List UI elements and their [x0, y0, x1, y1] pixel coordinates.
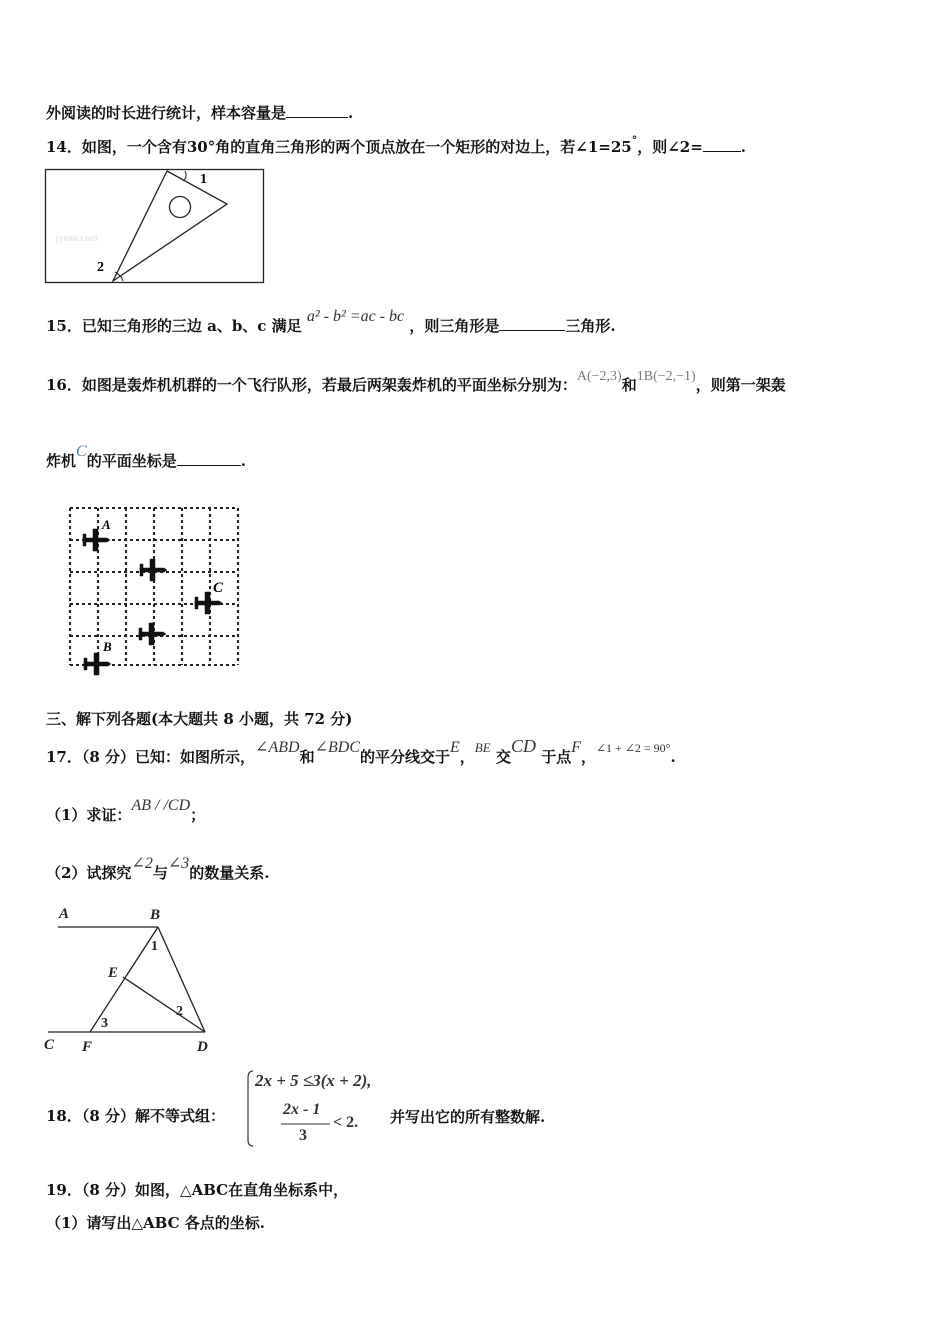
q17-label-d: D	[197, 1039, 208, 1055]
q15-formula: a² - b² =ac - bc	[306, 308, 405, 325]
q18-fraction-numerator: 2x - 1	[283, 1101, 321, 1118]
q16-label-c: C	[213, 580, 224, 596]
q17-label-b: B	[150, 907, 161, 923]
q17-label-3: 3	[101, 1016, 108, 1031]
q17-label-c: C	[44, 1037, 55, 1053]
q14-mid: ，则∠2=	[637, 138, 703, 156]
q16-point-a: A(−2,3)	[576, 369, 622, 384]
q13-answer-blank	[286, 103, 348, 118]
plane-b-icon	[84, 653, 111, 675]
q19-line	[46, 1180, 348, 1200]
q14-triangle	[113, 171, 227, 281]
q17-yu: 与	[152, 864, 168, 882]
q18-fraction-denominator: 3	[299, 1127, 307, 1144]
q16-line2	[46, 443, 246, 472]
q17-angle-bdc: ∠BDC	[314, 739, 360, 756]
q19-text: 19．（8 分）如图，△ABC在直角坐标系中，	[46, 1181, 349, 1199]
q17-comma2: ，	[580, 748, 596, 766]
q14-text: 14．如图，一个含有30°角的直角三角形的两个顶点放在一个矩形的对边上，若∠1=25	[46, 138, 632, 156]
q14-line	[46, 134, 747, 159]
q15-prefix: 15．已知三角形的三边 a、b、c 满足	[46, 317, 302, 335]
q16-line	[46, 369, 786, 397]
q16-label-b: B	[103, 639, 112, 654]
q17-part2-end: 的数量关系.	[189, 864, 270, 882]
q15-answer-blank	[499, 316, 565, 331]
q17-angle2: ∠2	[131, 855, 153, 872]
q17-jiao: 交	[495, 748, 511, 766]
q17-angle-abd: ∠ABD	[255, 739, 300, 756]
q18-brace-icon	[248, 1071, 253, 1146]
q18-fraction-rhs: < 2.	[333, 1114, 359, 1131]
q19-part1-line	[46, 1213, 265, 1233]
q17-label-2: 2	[176, 1004, 183, 1019]
q17-prefix: 17．（8 分）已知：如图所示，	[46, 748, 256, 766]
q16-grid-figure	[68, 506, 243, 671]
section3-title: 三、解下列各题(本大题共 8 小题，共 72 分)	[46, 710, 353, 728]
q17-part1: （1）求证：	[46, 806, 132, 824]
q15-line	[46, 308, 616, 337]
q17-yudian: 于点	[541, 748, 572, 766]
q16-line2-mid: 的平面坐标是	[86, 452, 177, 470]
q13-tail-end: .	[348, 104, 354, 122]
q17-label-f: F	[82, 1039, 93, 1055]
q18-prefix: 18．（8 分）解不等式组：	[46, 1107, 226, 1125]
q15-end: 三角形.	[565, 317, 616, 335]
q17-comma: ，	[459, 748, 475, 766]
q15-mid: ，则三角形是	[409, 317, 500, 335]
q18-inequality-1: 2x + 5 ≤3(x + 2),	[255, 1071, 372, 1090]
q17-pt-f: F	[571, 739, 581, 756]
plane-a-icon	[83, 529, 110, 551]
q13-tail-text: 外阅读的时长进行统计，样本容量是	[46, 104, 287, 122]
q17-part1-end: ；	[190, 806, 206, 824]
q17-figure	[40, 902, 220, 1057]
q17-label-a: A	[59, 906, 70, 922]
section3-title-line	[46, 709, 352, 729]
q17-label-1: 1	[151, 939, 158, 954]
q14-figure	[45, 169, 265, 284]
q17-line	[46, 736, 676, 768]
q14-degree: °	[631, 134, 638, 147]
q17-end: .	[670, 748, 676, 766]
q16-label-a: A	[102, 517, 111, 532]
plane-2-icon	[140, 559, 167, 581]
q16-point-b: 1B(−2,−1)	[636, 369, 696, 384]
q16-line2-end: .	[240, 452, 246, 470]
q19-part1: （1）请写出△ABC 各点的坐标.	[46, 1214, 265, 1232]
plane-4-icon	[139, 623, 166, 645]
q16-answer-blank	[177, 451, 241, 466]
q17-part2-line	[46, 855, 270, 884]
q17-label-e: E	[108, 965, 119, 981]
q14-circle-hole	[170, 197, 191, 218]
q17-angle3: ∠3	[167, 855, 190, 872]
q14-end: .	[740, 138, 747, 156]
q14-answer-blank	[703, 137, 741, 152]
q16-suffix: ，则第一架轰	[695, 376, 786, 394]
q14-rectangle	[46, 170, 264, 283]
q16-line2-prefix: 炸机	[46, 452, 77, 470]
q13-tail-line	[46, 103, 353, 123]
q17-part1-math: AB / /CD	[131, 797, 191, 814]
q16-prefix: 16．如图是轰炸机机群的一个飞行队形，若最后两架轰炸机的平面坐标分别为：	[46, 376, 577, 394]
q17-condition: ∠1 + ∠2 = 90°	[596, 741, 671, 755]
q17-pt-e: E	[450, 739, 460, 756]
q18-prefix-line	[46, 1106, 225, 1126]
q16-var-c: C	[76, 443, 87, 460]
q14-label-2: 2	[97, 260, 104, 275]
q17-part2-a: （2）试探究	[46, 864, 132, 882]
q16-and: 和	[621, 376, 637, 394]
q17-be: BE	[474, 740, 491, 755]
q14-watermark: jyeoo.com	[55, 233, 99, 244]
q17-cd: CD	[510, 736, 536, 756]
q17-and: 和	[299, 748, 315, 766]
q17-mid1: 的平分线交于	[359, 748, 450, 766]
q17-part1-line	[46, 797, 206, 826]
q14-label-1: 1	[200, 172, 207, 187]
q18-suffix: 并写出它的所有整数解.	[390, 1108, 546, 1126]
